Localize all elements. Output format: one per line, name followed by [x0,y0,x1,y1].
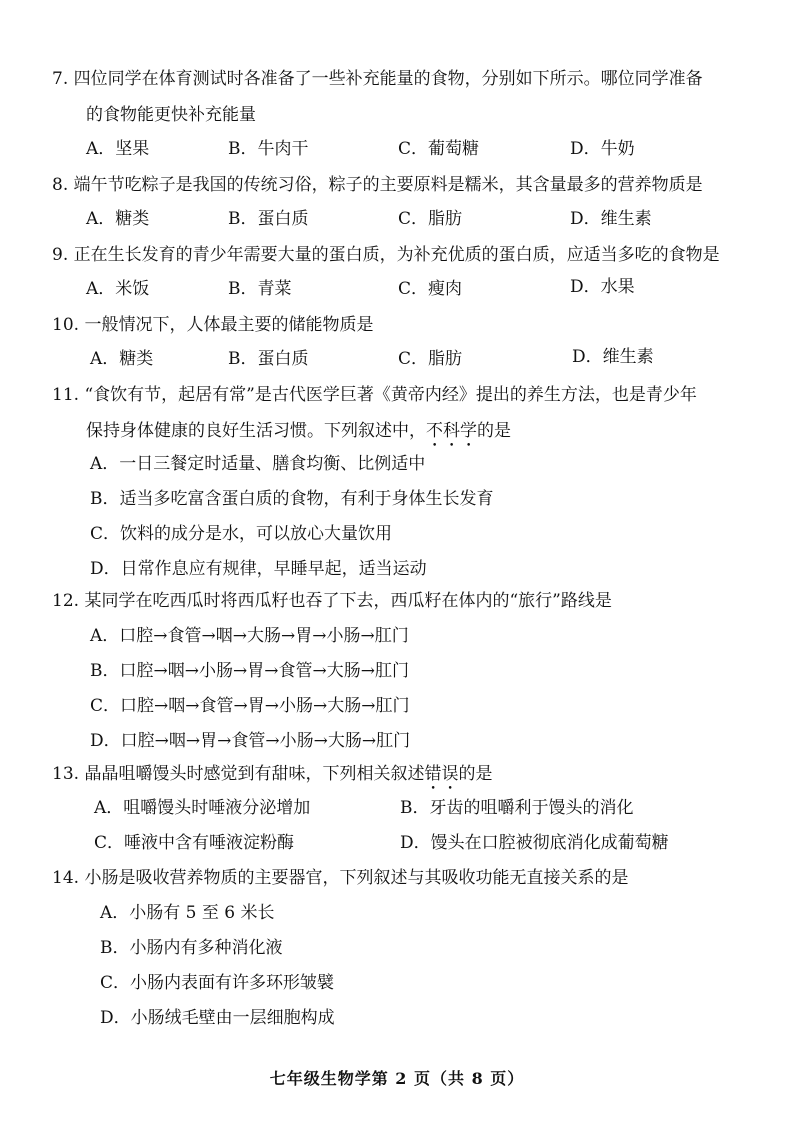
question-8-stem [52,168,742,202]
question-number: 8. [52,175,69,195]
q8-option-d: D．维生素 [570,209,652,229]
q7-option-c: C．葡萄糖 [398,139,480,159]
question-text: 一般情况下，人体最主要的储能物质是 [84,315,374,335]
question-number: 10. [52,315,80,335]
question-11-stem-cont [86,414,746,451]
q7-option-a: A．坚果 [86,139,150,159]
q14-option-c: C．小肠内表面有许多环形皱襞 [100,973,335,993]
q8-option-b: B．蛋白质 [228,209,309,229]
q10-option-a: A．糖类 [90,349,154,369]
q13-option-d: D．馒头在口腔被彻底消化成葡萄糖 [400,833,669,853]
emphasis-text: 不科学 [426,421,477,441]
question-number: 11. [52,385,80,405]
question-number: 7. [52,69,69,89]
q11-option-c: C．饮料的成分是水，可以放心大量饮用 [90,524,393,544]
page-footer: 七年级生物学第 2 页（共 8 页） [269,1069,525,1088]
question-13-stem [52,757,742,794]
q7-option-b: B．牛肉干 [228,139,309,159]
q12-option-a: A．口腔→食管→咽→大肠→胃→小肠→肛门 [90,626,409,646]
q8-option-a: A．糖类 [86,209,150,229]
q14-option-a: A．小肠有 5 至 6 米长 [100,903,275,923]
q14-option-d: D．小肠绒毛壁由一层细胞构成 [100,1008,335,1028]
question-11-stem [52,378,752,412]
q12-option-c: C．口腔→咽→食管→胃→小肠→大肠→肛门 [90,696,410,716]
question-7-stem-cont: 的食物能更快补充能量 [86,105,256,125]
q9-option-d: D．水果 [570,277,635,297]
q10-option-d: D．维生素 [572,347,654,367]
q11-option-d: D．日常作息应有规律，早睡早起，适当运动 [90,559,427,579]
question-text: 某同学在吃西瓜时将西瓜籽也吞了下去，西瓜籽在体内的“旅行”路线是 [84,591,612,611]
stem-text: 的是 [458,764,493,784]
q13-option-a: A．咀嚼馒头时唾液分泌增加 [94,798,311,818]
q12-option-d: D．口腔→咽→胃→食管→小肠→大肠→肛门 [90,731,411,751]
question-number: 13. [52,764,80,784]
q11-option-b: B．适当多吃富含蛋白质的食物，有利于身体生长发育 [90,489,494,509]
question-number: 12. [52,591,80,611]
stem-text: 保持身体健康的良好生活习惯。下列叙述中， [86,421,426,441]
question-9-stem [52,238,742,272]
question-10-stem [52,308,742,342]
q13-option-b: B．牙齿的咀嚼利于馒头的消化 [400,798,634,818]
question-number: 9. [52,245,69,265]
question-text: 端午节吃粽子是我国的传统习俗，粽子的主要原料是糯米，其含量最多的营养物质是 [73,175,703,195]
q8-option-c: C．脂肪 [398,209,463,229]
q11-option-a: A．一日三餐定时适量、膳食均衡、比例适中 [90,454,426,474]
question-14-stem [52,861,742,895]
q10-option-b: B．蛋白质 [228,349,309,369]
q13-option-c: C．唾液中含有唾液淀粉酶 [94,833,295,853]
question-text: 小肠是吸收营养物质的主要器官，下列叙述与其吸收功能无直接关系的是 [84,868,629,888]
stem-text: 的是 [477,421,511,441]
q7-option-d: D．牛奶 [570,139,635,159]
q9-option-a: A．米饭 [86,279,150,299]
question-number: 14. [52,868,80,888]
question-text: 正在生长发育的青少年需要大量的蛋白质，为补充优质的蛋白质，应适当多吃的食物是 [73,245,720,265]
q12-option-b: B．口腔→咽→小肠→胃→食管→大肠→肛门 [90,661,409,681]
question-text: 四位同学在体育测试时各准备了一些补充能量的食物，分别如下所示。哪位同学准备 [73,69,703,89]
q10-option-c: C．脂肪 [398,349,463,369]
question-7-stem [52,62,742,96]
stem-text: 晶晶咀嚼馒头时感觉到有甜味，下列相关叙述 [84,764,425,784]
emphasis-text: 错误 [424,764,459,784]
q9-option-b: B．青菜 [228,279,292,299]
q14-option-b: B．小肠内有多种消化液 [100,938,283,958]
q9-option-c: C．瘦肉 [398,279,463,299]
question-12-stem [52,584,742,618]
question-text: “食饮有节，起居有常”是古代医学巨著《黄帝内经》提出的养生方法，也是青少年 [84,385,697,405]
